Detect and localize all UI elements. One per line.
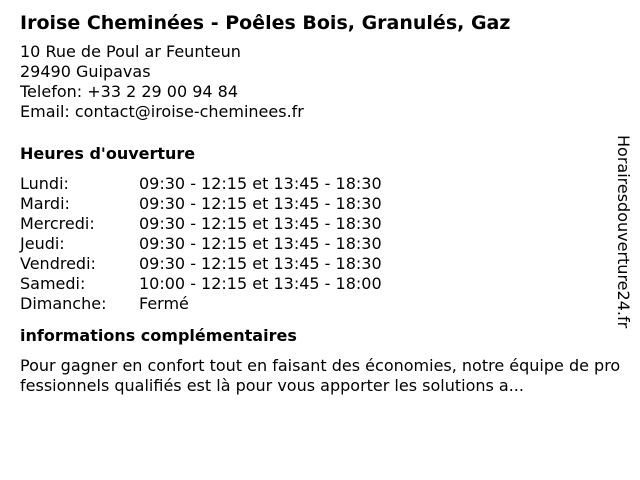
watermark-text: Horairesdouverture24.fr [614,135,633,329]
hours-heading: Heures d'ouverture [20,144,196,163]
hours-value: 09:30 - 12:15 et 13:45 - 18:30 [139,254,382,273]
hours-row-saturday [20,274,620,294]
address-city: 29490 Guipavas [20,62,151,81]
address-street: 10 Rue de Poul ar Feunteun [20,42,241,61]
day-label: Lundi: [20,174,69,193]
day-label: Jeudi: [20,234,65,253]
hours-row-thursday [20,234,620,254]
hours-value: Fermé [139,294,189,313]
business-card [20,10,620,396]
hours-value: 10:00 - 12:15 et 13:45 - 18:00 [139,274,382,293]
hours-value: 09:30 - 12:15 et 13:45 - 18:30 [139,214,382,233]
business-title: Iroise Cheminées - Poêles Bois, Granulés, Gaz [20,12,511,34]
hours-value: 09:30 - 12:15 et 13:45 - 18:30 [139,194,382,213]
info-heading: informations complémentaires [20,326,297,345]
hours-row-friday [20,254,620,274]
day-label: Samedi: [20,274,86,293]
phone-line: Telefon: +33 2 29 00 94 84 [20,82,239,101]
info-text: Pour gagner en confort tout en faisant des économies, notre équipe de professionnels qualifiés est là pour vous apporter les solutions a... [20,356,621,395]
day-label: Dimanche: [20,294,107,313]
hours-table [20,174,620,314]
hours-value: 09:30 - 12:15 et 13:45 - 18:30 [139,234,382,253]
hours-value: 09:30 - 12:15 et 13:45 - 18:30 [139,174,382,193]
day-label: Vendredi: [20,254,96,273]
day-label: Mardi: [20,194,70,213]
hours-row-tuesday [20,194,620,214]
email-line: Email: contact@iroise-cheminees.fr [20,102,304,121]
day-label: Mercredi: [20,214,95,233]
hours-row-sunday [20,294,620,314]
hours-row-wednesday [20,214,620,234]
hours-row-monday [20,174,620,194]
